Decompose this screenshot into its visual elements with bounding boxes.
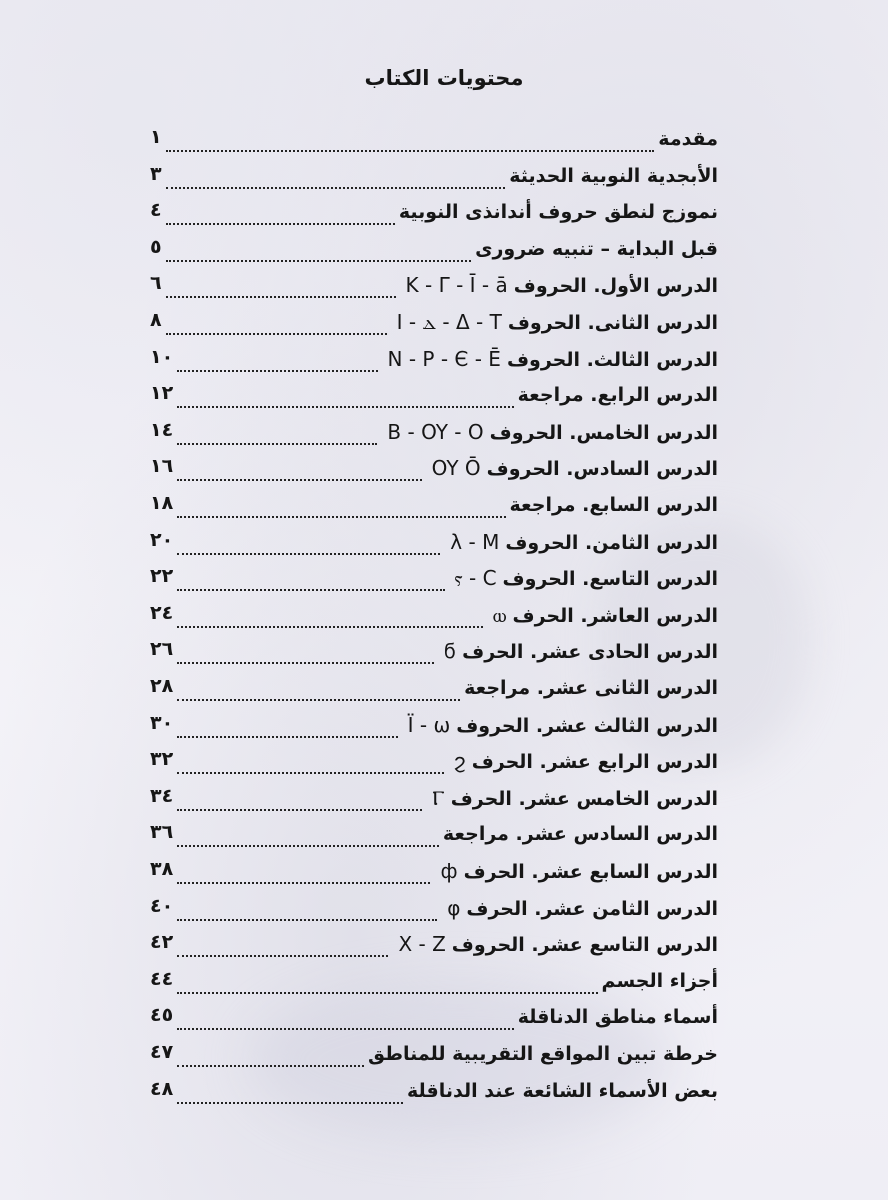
- toc-dot-leader: [177, 899, 437, 921]
- toc-entry-label: [426, 785, 718, 812]
- toc-entry-label: [368, 1041, 718, 1067]
- toc-entry-page-number: ٢٨: [150, 675, 174, 697]
- toc-entry-title: الدرس الثامن. الحروف: [505, 531, 718, 554]
- toc-entry-title: مقدمة: [658, 128, 718, 150]
- toc-entry-page-number: ٤٠: [150, 894, 174, 917]
- toc-entry-letters: ⲋ - C: [454, 566, 497, 591]
- toc-dot-leader: [177, 423, 377, 445]
- toc-entry: [0, 197, 718, 231]
- toc-entry-label: [426, 455, 718, 482]
- toc-entry: [0, 417, 718, 451]
- toc-entry-page-number: ٤٨: [150, 1077, 174, 1100]
- toc-dot-leader: [166, 313, 387, 335]
- toc-entry-label: [438, 638, 718, 665]
- toc-dot-leader: [177, 496, 505, 518]
- toc-entry: [0, 636, 718, 670]
- toc-entry-title: الدرس التاسع عشر. الحروف: [451, 934, 718, 957]
- toc-entry-title: الدرس الخامس عشر. الحرف: [450, 787, 718, 810]
- toc-entry-page-number: ٤٧: [150, 1041, 174, 1063]
- toc-entry-page-number: ١٨: [150, 492, 174, 514]
- toc-entry-title: الدرس الرابع. مراجعة: [517, 384, 718, 407]
- toc-entry-label: [400, 272, 718, 299]
- toc-entry-label: [382, 346, 718, 373]
- toc-dot-leader: [177, 716, 397, 738]
- toc-entry: [0, 234, 718, 268]
- toc-dot-leader: [177, 935, 388, 957]
- toc-entry-title: الدرس التاسع. الحروف: [502, 568, 718, 591]
- toc-entry-label: [381, 419, 718, 446]
- toc-entry-title: نموزج لنطق حروف أندانذى النوبية: [398, 201, 718, 224]
- toc-entry-title: الدرس الثالث عشر. الحروف: [456, 714, 718, 737]
- toc-entry-page-number: ١٦: [150, 455, 174, 478]
- toc-entry-label: [434, 858, 718, 885]
- toc-entry-label: [443, 821, 718, 847]
- toc-dot-leader: [166, 203, 395, 225]
- toc-entry-page-number: ٣٨: [150, 858, 174, 880]
- toc-dot-leader: [166, 240, 471, 262]
- toc-entry-letters: ф: [440, 859, 458, 883]
- toc-entry-title: الدرس السابع. مراجعة: [509, 494, 718, 516]
- toc-entry: [0, 856, 718, 890]
- toc-dot-leader: [177, 386, 513, 408]
- toc-entry: [0, 819, 718, 853]
- toc-dot-leader: [166, 130, 655, 152]
- toc-entry-page-number: ٨: [150, 309, 162, 331]
- toc-entry-letters: λ - M: [450, 529, 500, 554]
- toc-dot-leader: [177, 350, 377, 372]
- toc-entry-page-number: ٤٤: [150, 967, 174, 990]
- toc-entry-title: الدرس الثانى. الحروف: [507, 312, 718, 334]
- toc-entry-label: [487, 602, 718, 629]
- toc-dot-leader: [177, 752, 443, 774]
- toc-entry-label: [402, 712, 718, 739]
- toc-entry-letters: B - OY - O: [387, 419, 484, 444]
- toc-entry-label: [518, 382, 718, 408]
- toc-entry: [0, 1076, 718, 1110]
- toc-entry-label: [518, 1004, 718, 1030]
- toc-entry: [0, 124, 718, 158]
- toc-entry-page-number: ٢٠: [150, 528, 174, 551]
- toc-entry-title: الدرس الثامن عشر. الحرف: [466, 897, 718, 920]
- toc-entry: [0, 380, 718, 414]
- toc-entry: [0, 161, 718, 195]
- toc-entry: [0, 270, 718, 304]
- toc-entry-page-number: ٤: [150, 199, 162, 222]
- toc-entry-label: [475, 236, 718, 262]
- toc-entry-label: [444, 529, 718, 556]
- toc-entry-page-number: ٦: [150, 272, 162, 295]
- toc-dot-leader: [166, 276, 396, 298]
- toc-dot-leader: [177, 679, 460, 701]
- toc-entry: [0, 1039, 718, 1073]
- toc-entry-title: الدرس الرابع عشر. الحرف: [471, 751, 718, 774]
- toc-entry-label: [509, 163, 718, 189]
- toc-entry: [0, 1002, 718, 1036]
- toc-entry: [0, 893, 718, 927]
- toc-entry: [0, 746, 718, 780]
- toc-entry-label: [392, 931, 718, 958]
- toc-entry-page-number: ١٢: [150, 382, 174, 405]
- toc-entry-label: [441, 895, 718, 922]
- toc-dot-leader: [177, 789, 422, 811]
- toc-entry-title: الدرس السابع عشر. الحرف: [463, 861, 718, 883]
- toc-entry-page-number: ٢٤: [150, 601, 174, 624]
- toc-entry: [0, 527, 718, 561]
- toc-entry-label: [407, 1078, 718, 1104]
- toc-entry-title: أجزاء الجسم: [601, 969, 718, 992]
- toc-entry-title: الأبجدية النوبية الحديثة: [509, 164, 718, 187]
- toc-dot-leader: [177, 1008, 513, 1030]
- toc-entry: [0, 673, 718, 707]
- toc-entry-page-number: ٣: [150, 162, 162, 185]
- toc-entry-title: خرطة تبين المواقع التقريبية للمناطق: [368, 1043, 718, 1065]
- toc-entry-page-number: ٢٢: [150, 565, 174, 588]
- toc-entry-letters: ϭ: [443, 639, 457, 664]
- toc-entry-letters: OY Ō: [431, 456, 481, 481]
- toc-entry: [0, 966, 718, 1000]
- toc-entry-label: [448, 748, 718, 775]
- toc-entry-title: الدرس الثالث. الحروف: [506, 348, 718, 371]
- toc-entry: [0, 710, 718, 744]
- toc-entry: [0, 929, 718, 963]
- toc-entry-letters: ϩ: [453, 749, 466, 774]
- toc-entry-letters: I - ⲇ - Δ - T: [396, 310, 502, 334]
- toc-entry-title: الدرس الحادى عشر. الحرف: [462, 641, 718, 664]
- toc-entry-title: الدرس العاشر. الحرف: [512, 604, 718, 627]
- toc-entry-title: قبل البداية – تنبيه ضرورى: [475, 237, 718, 260]
- toc-entry-title: الدرس الخامس. الحروف: [489, 421, 718, 444]
- toc-dot-leader: [177, 972, 597, 994]
- toc-entry-letters: X - Z: [398, 932, 446, 957]
- page-title: محتويات الكتاب: [364, 66, 524, 90]
- toc-entry-title: الدرس السادس. الحروف: [486, 458, 718, 481]
- toc-entry: [0, 453, 718, 487]
- toc-entry-page-number: ٣٢: [150, 748, 174, 771]
- toc-entry-page-number: ١٤: [150, 418, 174, 441]
- toc-dot-leader: [177, 825, 439, 847]
- toc-entry-page-number: ٣٦: [150, 821, 174, 844]
- toc-entry: [0, 563, 718, 597]
- toc-dot-leader: [177, 862, 430, 884]
- toc-dot-leader: [177, 533, 440, 555]
- toc-entry-label: [449, 565, 718, 592]
- toc-entry-page-number: ١: [150, 126, 162, 148]
- toc-entry-title: الدرس السادس عشر. مراجعة: [442, 823, 718, 846]
- toc-dot-leader: [177, 606, 483, 628]
- toc-entry: [0, 344, 718, 378]
- toc-entry-label: [399, 199, 718, 225]
- toc-entry-title: أسماء مناطق الدناقلة: [517, 1006, 718, 1029]
- toc-dot-leader: [177, 1082, 403, 1104]
- toc-entry-title: الدرس الأول. الحروف: [513, 275, 718, 298]
- toc-dot-leader: [166, 167, 506, 189]
- toc-entry-title: بعض الأسماء الشائعة عند الدناقلة: [407, 1079, 718, 1102]
- toc-entry-label: [658, 126, 718, 152]
- toc-entry-letters: φ: [447, 895, 461, 920]
- toc-dot-leader: [177, 569, 444, 591]
- toc-entry-page-number: ٣٤: [150, 784, 174, 807]
- toc-entry-label: [391, 309, 718, 336]
- toc-entry-page-number: ٤٥: [150, 1004, 174, 1027]
- toc-entry: [0, 783, 718, 817]
- toc-entry-label: [464, 675, 718, 701]
- toc-entry: [0, 307, 718, 341]
- toc-entry-letters: Ï - ω: [407, 712, 451, 737]
- toc-entry-page-number: ٤٢: [150, 931, 174, 954]
- toc-entry-label: [510, 492, 719, 518]
- toc-entry-letters: N - P - Є - Ē: [387, 346, 501, 371]
- toc-entry-label: [602, 968, 718, 994]
- toc-entry: [0, 600, 718, 634]
- toc-dot-leader: [177, 642, 434, 664]
- toc-entry-letters: ⲱ: [492, 602, 507, 627]
- toc-entry-page-number: ٢٦: [150, 638, 174, 661]
- toc-entry-title: الدرس الثانى عشر. مراجعة: [464, 677, 718, 699]
- toc-entry: [0, 490, 718, 524]
- toc-entry-page-number: ١٠: [150, 345, 174, 368]
- toc-dot-leader: [177, 1045, 364, 1067]
- toc-entry-letters: K - Γ - Ī - ā: [405, 273, 508, 298]
- toc-entry-page-number: ٥: [150, 235, 162, 258]
- toc-dot-leader: [177, 459, 421, 481]
- toc-entry-letters: Ⲅ: [432, 785, 445, 810]
- toc-entry-page-number: ٣٠: [150, 711, 174, 734]
